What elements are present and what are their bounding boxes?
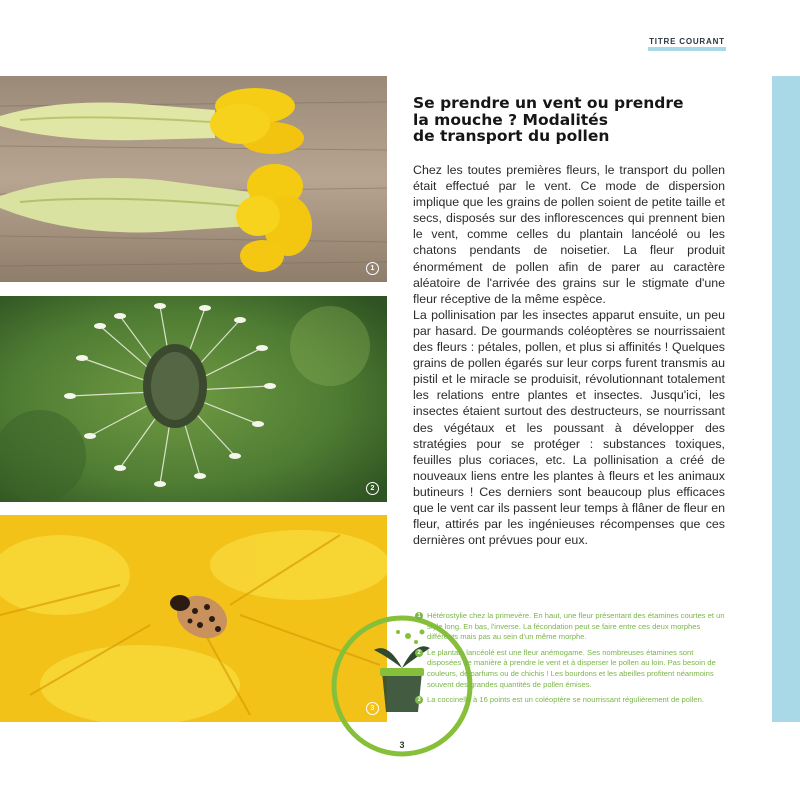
heading-line: la mouche ? Modalités [413, 110, 608, 129]
paragraph: Chez les toutes premières fleurs, le transport du pollen était effectué par le vent. Ce mode de dispersion implique que les grains de pollen soient de petite taille et secs, disposés sur des inflorescences qui prennent bien le vent, comme celles du plantain lancéolé ou les chatons pendants de noisetier. La fleur produit énormément de pollen afin de parer au caractère aléatoire de l'arrivée des grains sur le stigmate d'une fleur réceptive de la même espèce. [413, 163, 725, 306]
caption [415, 611, 727, 643]
photo-number-badge: 3 [366, 702, 379, 715]
caption-text: Le plantain lancéolé est une fleur anémogame. Ses nombreuses étamines sont disposées de manière à prendre le vent et à disperser le pollen au loin. Pas besoin de couleurs, de parfums ou de chichis ! Les bourdons et les abeilles profitent néanmoins souvent des grandes quantités de pollen émises. [427, 647, 716, 689]
heading-line: Se prendre un vent ou prendre [413, 94, 684, 112]
body-text [413, 162, 725, 548]
plantain-image [0, 296, 387, 502]
photo-primrose [0, 76, 387, 282]
running-title: TITRE COURANT [648, 37, 726, 51]
side-color-band [772, 76, 800, 722]
photo-plantain [0, 296, 387, 502]
caption-text: Hétérostylie chez la primevère. En haut, une fleur présentant des étamines courtes et un style long. En bas, l'inverse. La fécondation peut se faire entre ces deux morphes différents mais pas au sein d'un même morphe. [427, 611, 725, 642]
captions-block [415, 611, 727, 711]
heading-line: de transport du pollen [413, 127, 610, 145]
caption-number: 3 [415, 696, 423, 704]
caption-number: 2 [415, 649, 423, 657]
caption [415, 648, 727, 690]
caption-text: La coccinelle à 16 points est un coléoptère se nourrissant régulièrement de pollen. [427, 695, 704, 705]
photo-number-badge: 2 [366, 482, 379, 495]
page-number: 3 [399, 740, 405, 750]
photo-number-badge: 1 [366, 262, 379, 275]
paragraph: La pollinisation par les insectes apparut ensuite, un peu par hasard. De gourmands coléoptères se nourrissaient des fleurs : pétales, pollen, et plus si affinités ! Quelques grains de pollen égarés sur leur corps furent transmis au pistil et le miracle se produisit, révolutionnant totalement les relations entre plantes et insectes. Jusqu'ici, les insectes étaient surtout des destructeurs, se nourrissant des végétaux et les poussant à développer des stratégies pour se protéger : substances toxiques, feuilles plus coriaces, etc. La pollinisation a créé de nouveaux liens entre les plantes à fleurs et les animaux butineurs ! Ces derniers sont beaucoup plus efficaces que le vent car ils passent leur temps à flâner de fleur en fleur, attirés par les ingénieuses récompenses que ces dernières ont prévues pour eux. [413, 307, 725, 548]
caption [415, 695, 727, 706]
primrose-image [0, 76, 387, 282]
caption-number: 1 [415, 612, 423, 620]
article-heading [413, 95, 743, 145]
